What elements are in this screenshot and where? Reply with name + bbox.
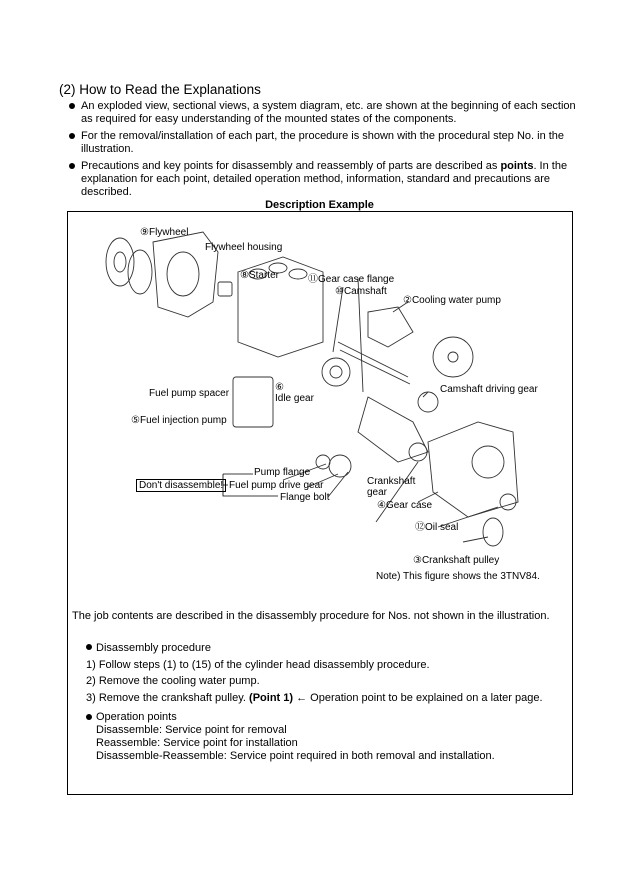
disassembly-procedure (86, 640, 543, 706)
procedure-step: 1) Follow steps (1) to (15) of the cylinder head disassembly procedure. (86, 658, 430, 671)
bullet-dot-icon (69, 103, 75, 109)
label-cooling-water-pump: ②Cooling water pump (403, 295, 501, 306)
section-title: (2) How to Read the Explanations (59, 82, 261, 97)
label-crankshaft-gear-2: gear (367, 487, 388, 498)
bullet-item: Precautions and key points for disassembly and reassembly of parts are described as points. In the explanation for each point, detailed operation method, information, standard and precautions are described. (69, 160, 589, 199)
label-flywheel-housing: Flywheel housing (205, 242, 283, 253)
label-oil-seal: ⑫Oil seal (415, 522, 459, 533)
label-camshaft-driving-gear: Camshaft driving gear (440, 384, 538, 395)
disassembly-header: Disassembly procedure (86, 640, 543, 657)
label-camshaft: ⑩Camshaft (335, 286, 387, 297)
label-crankshaft-gear-1: Crankshaft (367, 476, 416, 487)
label-idle-gear: Idle gear (275, 393, 314, 404)
label-fuel-injection-pump: ⑤Fuel injection pump (131, 415, 227, 426)
job-contents-text: The job contents are described in the disassembly procedure for Nos. not shown in the illustration. (72, 610, 550, 622)
bullet-dot-icon (86, 644, 92, 650)
exploded-view-diagram (68, 212, 574, 592)
procedure-step: 2) Remove the cooling water pump. (86, 675, 260, 687)
label-idle-gear-number: ⑥ (275, 382, 284, 393)
figure-note: Note) This figure shows the 3TNV84. (376, 571, 540, 582)
bullet-dot-icon (86, 714, 92, 720)
bullet-dot-icon (69, 163, 75, 169)
bullet-item: An exploded view, sectional views, a system diagram, etc. are shown at the beginning of each section as required for easy understanding of the mounted states of the components. (69, 100, 589, 126)
bracket-lines (68, 212, 574, 592)
description-example-box (67, 211, 573, 795)
bullet-dot-icon (69, 133, 75, 139)
description-example-title: Description Example (265, 199, 374, 211)
label-fuel-pump-spacer: Fuel pump spacer (149, 388, 230, 399)
operation-point-line: Reassemble: Service point for installation (96, 737, 298, 749)
label-flywheel: ⑨Flywheel (140, 227, 189, 238)
bullet-item: For the removal/installation of each part, the procedure is shown with the procedural step No. in the illustration. (69, 130, 589, 156)
label-pump-flange: Pump flange (254, 467, 311, 478)
dont-disassemble-warning: Don't disassemble! (136, 479, 226, 492)
operation-points-header: Operation points (86, 711, 495, 724)
label-starter: ⑧Starter (240, 270, 279, 281)
label-flange-bolt: Flange bolt (280, 492, 330, 503)
operation-point-line: Disassemble: Service point for removal (96, 724, 287, 736)
intro-bullets (69, 100, 589, 203)
label-gear-case: ④Gear case (377, 500, 433, 511)
point-reference: (Point 1) (249, 691, 294, 704)
procedure-step: 3) Remove the crankshaft pulley. (Point 1) ← Operation point to be explained on a later page. (86, 691, 543, 704)
label-fuel-pump-drive-gear: Fuel pump drive gear (229, 480, 324, 491)
label-gear-case-flange: ⑪Gear case flange (308, 274, 395, 285)
operation-point-line: Disassemble-Reassemble: Service point required in both removal and installation. (96, 750, 495, 762)
label-crankshaft-pulley: ③Crankshaft pulley (413, 555, 500, 566)
operation-points (86, 711, 495, 763)
